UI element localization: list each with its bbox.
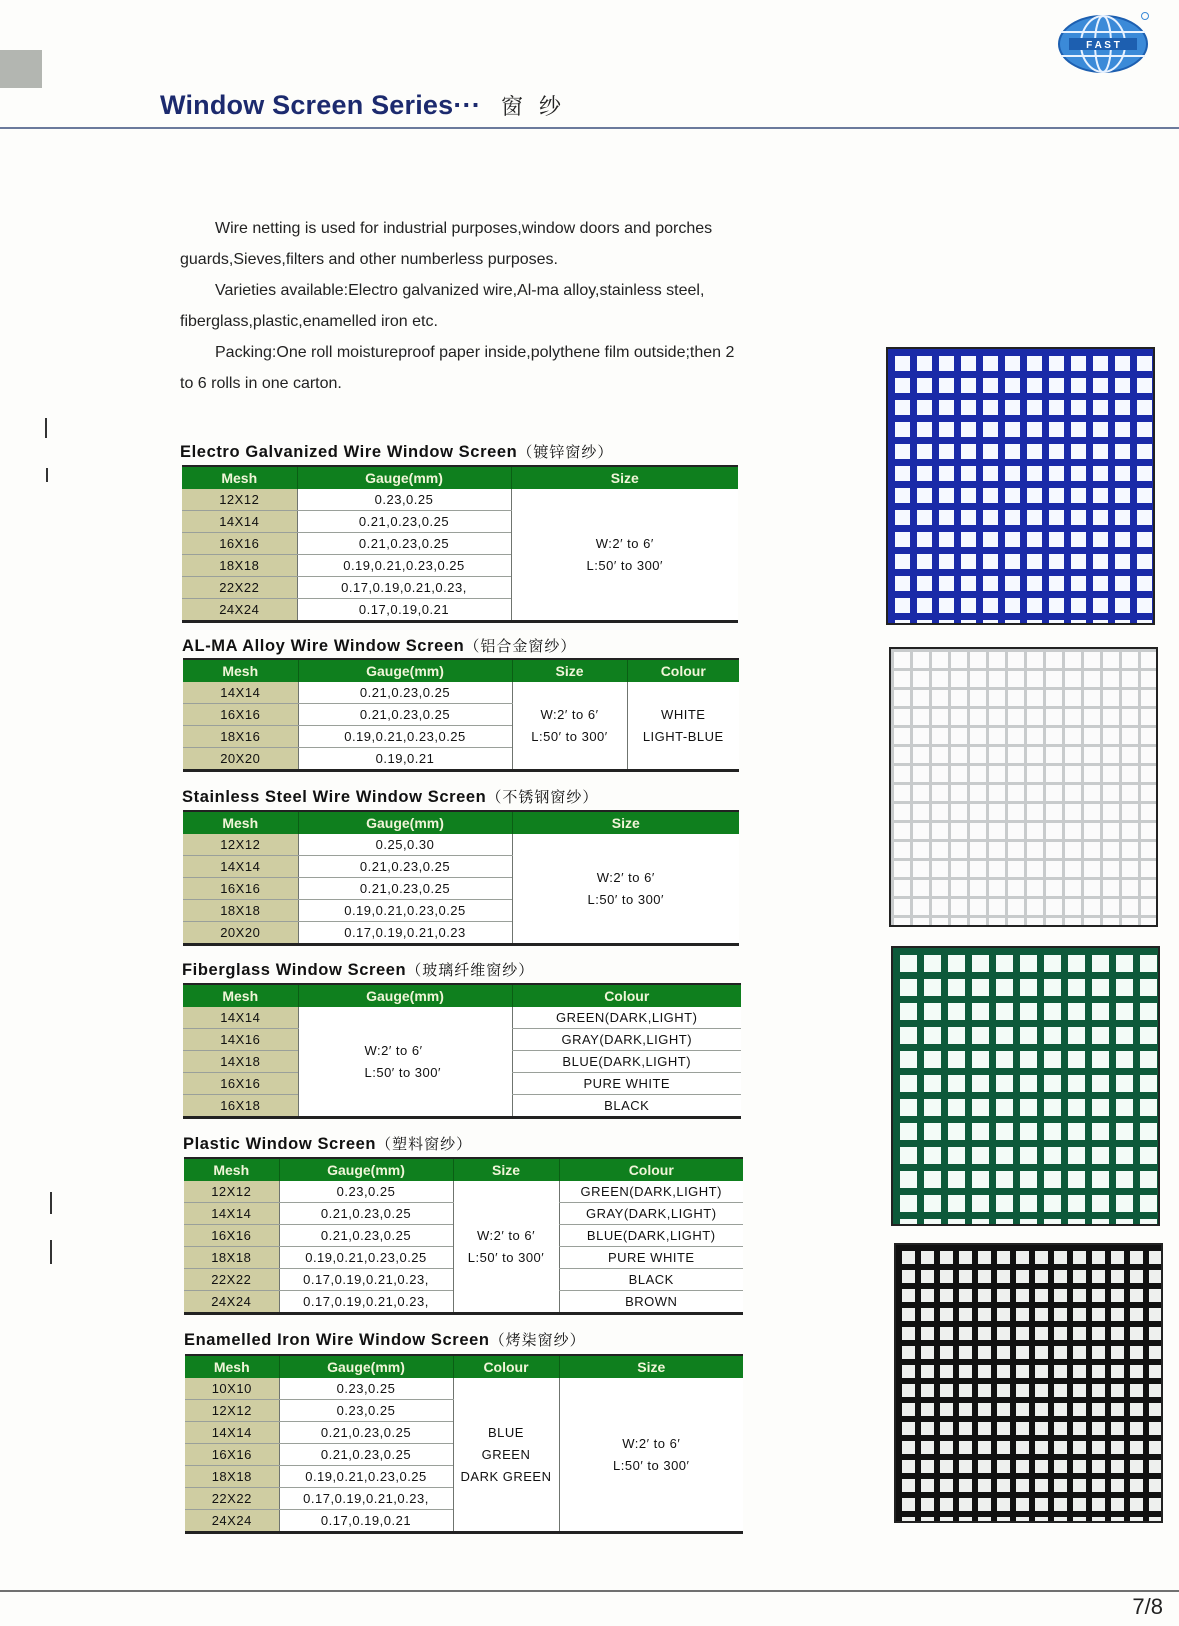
title-divider [0,127,1179,129]
plastic-table [184,1157,743,1315]
mesh-cell: 16X16 [183,878,298,900]
table-row [185,1378,743,1400]
colour-cell: GREEN(DARK,LIGHT) [512,1007,741,1029]
mesh-cell: 22X22 [184,1269,279,1291]
gauge-cell: 0.17,0.19,0.21 [297,599,511,622]
gauge-cell: 0.21,0.23,0.25 [298,704,512,726]
black-mesh-swatch [894,1243,1163,1523]
mesh-cell: 10X10 [185,1378,279,1400]
gauge-cell: 0.21,0.23,0.25 [279,1422,453,1444]
column-header: Size [512,811,739,834]
mesh-cell: 24X24 [184,1291,279,1314]
page-title-cn: 窗纱 [500,94,577,119]
colour-cell: BLACK [512,1095,741,1118]
green-mesh-swatch [891,946,1160,1226]
mesh-cell: 14X14 [185,1422,279,1444]
electro-galvanized-table [182,465,738,623]
column-header: Size [453,1158,559,1181]
mesh-cell: 18X16 [183,726,298,748]
mesh-cell: 14X14 [184,1203,279,1225]
mesh-cell: 16X18 [183,1095,298,1118]
column-header: Mesh [182,466,297,489]
colour-cell: GREEN(DARK,LIGHT) [559,1181,743,1203]
size-cell: W:2′ to 6′ L:50′ to 300′ [512,682,627,771]
column-header: Gauge(mm) [298,984,512,1007]
mesh-cell: 14X16 [183,1029,298,1051]
mesh-cell: 14X14 [182,511,297,533]
table-row [184,1181,743,1203]
footer-divider [0,1590,1179,1592]
gauge-cell: 0.19,0.21,0.23,0.25 [298,726,512,748]
column-header: Mesh [183,811,298,834]
margin-mark [46,468,48,482]
colour-cell: GRAY(DARK,LIGHT) [559,1203,743,1225]
margin-mark [50,1240,52,1264]
mesh-cell: 14X14 [183,856,298,878]
page-edge-tab [0,50,42,88]
column-header: Mesh [183,659,298,682]
stainless-steel-table [183,810,739,946]
colour-cell: GRAY(DARK,LIGHT) [512,1029,741,1051]
colour-cell: BLUE(DARK,LIGHT) [559,1225,743,1247]
mesh-cell: 14X14 [183,1007,298,1029]
size-cell: W:2′ to 6′ L:50′ to 300′ [559,1378,743,1533]
column-header: Colour [512,984,741,1007]
enamelled-iron-table [185,1354,743,1534]
column-header: Gauge(mm) [297,466,511,489]
gauge-cell: 0.23,0.25 [279,1378,453,1400]
section-title-plastic: Plastic Window Screen（塑料窗纱） [183,1135,473,1153]
column-header: Colour [627,659,739,682]
fiberglass-table [183,983,741,1119]
page-number: 7/8 [1132,1594,1163,1619]
mesh-cell: 16X16 [184,1225,279,1247]
gauge-cell: 0.19,0.21,0.23,0.25 [298,900,512,922]
mesh-cell: 14X14 [183,682,298,704]
column-header: Size [511,466,738,489]
gauge-cell: 0.25,0.30 [298,834,512,856]
margin-mark [45,418,47,438]
section-title-electro-galvanized: Electro Galvanized Wire Window Screen（镀锌窗纱） [180,443,614,461]
mesh-cell: 18X18 [182,555,297,577]
gauge-cell: 0.21,0.23,0.25 [279,1444,453,1466]
gauge-cell: 0.17,0.19,0.21,0.23 [298,922,512,945]
mesh-cell: 12X12 [184,1181,279,1203]
gauge-cell: 0.23,0.25 [297,489,511,511]
column-header: Gauge(mm) [279,1355,453,1378]
mesh-cell: 24X24 [185,1510,279,1533]
mesh-cell: 16X16 [183,704,298,726]
column-header: Gauge(mm) [279,1158,453,1181]
colour-cell: BLUE(DARK,LIGHT) [512,1051,741,1073]
mesh-cell: 12X12 [185,1400,279,1422]
gauge-cell: 0.21,0.23,0.25 [298,856,512,878]
gauge-cell: 0.19,0.21,0.23,0.25 [279,1466,453,1488]
column-header: Mesh [183,984,298,1007]
colour-cell: BLACK [559,1269,743,1291]
mesh-cell: 20X20 [183,748,298,771]
mesh-cell: 20X20 [183,922,298,945]
mesh-cell: 12X12 [183,834,298,856]
colour-cell: WHITE LIGHT-BLUE [627,682,739,771]
page-title-en: Window Screen Series··· [160,90,481,120]
gauge-cell: 0.17,0.19,0.21,0.23, [279,1291,453,1314]
colour-cell: BLUE GREEN DARK GREEN [453,1378,559,1533]
column-header: Mesh [184,1158,279,1181]
white-mesh-swatch [889,647,1158,927]
colour-cell: PURE WHITE [559,1247,743,1269]
table-row [183,834,739,856]
section-title-fiberglass: Fiberglass Window Screen（玻璃纤维窗纱） [182,961,535,979]
al-ma-alloy-table [183,658,739,772]
mesh-cell: 22X22 [182,577,297,599]
size-cell: W:2′ to 6′ L:50′ to 300′ [512,834,739,945]
gauge-cell: 0.21,0.23,0.25 [298,682,512,704]
column-header: Size [559,1355,743,1378]
colour-cell: BROWN [559,1291,743,1314]
intro-paragraph: Packing:One roll moistureproof paper inside,polythene film outside;then 2 to 6 rolls in one carton. [180,344,735,392]
column-header: Colour [559,1158,743,1181]
size-cell: W:2′ to 6′ L:50′ to 300′ [298,1007,512,1118]
gauge-cell: 0.19,0.21 [298,748,512,771]
gauge-cell: 0.17,0.19,0.21,0.23, [279,1269,453,1291]
mesh-cell: 22X22 [185,1488,279,1510]
gauge-cell: 0.17,0.19,0.21,0.23, [279,1488,453,1510]
section-title-al-ma-alloy: AL-MA Alloy Wire Window Screen（铝合金窗纱） [182,637,577,655]
size-cell: W:2′ to 6′ L:50′ to 300′ [453,1181,559,1314]
column-header: Size [512,659,627,682]
column-header: Mesh [185,1355,279,1378]
mesh-cell: 18X18 [185,1466,279,1488]
mesh-cell: 16X16 [182,533,297,555]
gauge-cell: 0.21,0.23,0.25 [297,533,511,555]
page-title [160,90,577,121]
mesh-cell: 16X16 [185,1444,279,1466]
mesh-cell: 18X18 [184,1247,279,1269]
table-row [183,1007,741,1029]
section-title-stainless-steel: Stainless Steel Wire Window Screen（不锈钢窗纱） [182,788,599,806]
gauge-cell: 0.21,0.23,0.25 [297,511,511,533]
logo-text: F A S T [1086,40,1120,51]
gauge-cell: 0.19,0.21,0.23,0.25 [279,1247,453,1269]
table-row [182,489,738,511]
gauge-cell: 0.23,0.25 [279,1400,453,1422]
gauge-cell: 0.21,0.23,0.25 [279,1203,453,1225]
gauge-cell: 0.17,0.19,0.21 [279,1510,453,1533]
blue-mesh-swatch [886,347,1155,625]
colour-cell: PURE WHITE [512,1073,741,1095]
gauge-cell: 0.19,0.21,0.23,0.25 [297,555,511,577]
gauge-cell: 0.23,0.25 [279,1181,453,1203]
intro-paragraph: Wire netting is used for industrial purposes,window doors and porches guards,Sieves,filters and other numberless purposes. [180,220,713,268]
mesh-cell: 18X18 [183,900,298,922]
gauge-cell: 0.21,0.23,0.25 [279,1225,453,1247]
column-header: Gauge(mm) [298,659,512,682]
gauge-cell: 0.21,0.23,0.25 [298,878,512,900]
mesh-cell: 16X16 [183,1073,298,1095]
mesh-cell: 12X12 [182,489,297,511]
mesh-cell: 24X24 [182,599,297,622]
margin-mark [50,1192,52,1214]
intro-paragraph: Varieties available:Electro galvanized wire,Al-ma alloy,stainless steel, fiberglass,plastic,enamelled iron etc. [180,282,705,330]
mesh-cell: 14X18 [183,1051,298,1073]
intro-text [180,213,740,399]
globe-logo-icon [1055,10,1151,82]
table-row [183,682,739,704]
gauge-cell: 0.17,0.19,0.21,0.23, [297,577,511,599]
section-title-enamelled-iron: Enamelled Iron Wire Window Screen（烤柒窗纱） [184,1331,586,1349]
size-cell: W:2′ to 6′ L:50′ to 300′ [511,489,738,622]
column-header: Colour [453,1355,559,1378]
column-header: Gauge(mm) [298,811,512,834]
